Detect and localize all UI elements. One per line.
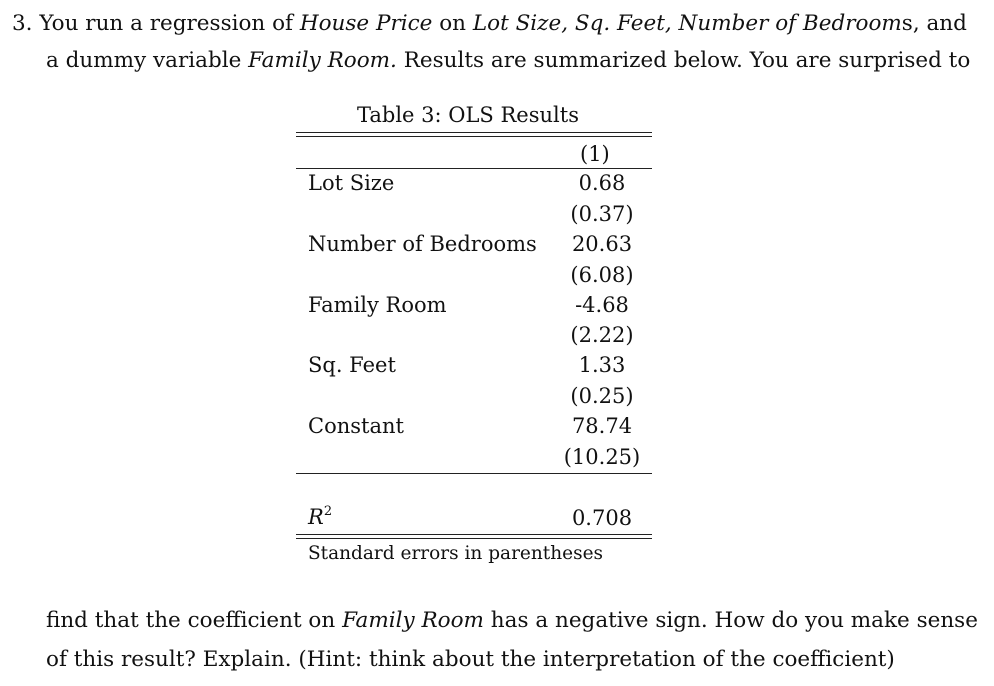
table-note: Standard errors in parentheses — [308, 543, 604, 564]
table-title: Table 3: OLS Results — [357, 103, 579, 127]
header-rule — [296, 168, 652, 169]
coefficients-bottom-rule — [296, 473, 652, 474]
r-squared-letter: R — [308, 505, 324, 529]
se-family-room: (2.22) — [570, 323, 634, 347]
question-text: s, and — [901, 11, 967, 36]
question-text: a dummy variable — [46, 48, 242, 73]
table-bottom-rule-2 — [296, 538, 652, 539]
dummy-variable: Family Room — [342, 608, 484, 633]
table-top-rule — [296, 132, 652, 133]
question-line-3 — [46, 607, 978, 635]
se-constant: (10.25) — [563, 445, 641, 469]
question-text: Results are summarized below. You are surprised to — [403, 48, 971, 73]
question-text: find that the coefficient on — [46, 608, 336, 633]
question-text: on — [439, 11, 467, 36]
row-label-family-room: Family Room — [308, 293, 447, 317]
dummy-variable: Family Room. — [248, 48, 397, 73]
column-header: (1) — [580, 142, 610, 166]
coef-number-of-bedrooms: 20.63 — [571, 232, 633, 256]
row-label-sq-feet: Sq. Feet — [308, 353, 396, 377]
table-bottom-rule — [296, 534, 652, 535]
regressor-list: Lot Size, Sq. Feet, Number of Bedroom — [472, 11, 902, 36]
question-text: has a negative sign. How do you make sense — [490, 608, 978, 633]
coef-family-room: -4.68 — [575, 293, 629, 317]
question-line-1 — [12, 10, 967, 38]
question-line-2 — [46, 47, 970, 75]
se-lot-size: (0.37) — [570, 202, 634, 226]
r-squared-label — [308, 503, 332, 531]
r-squared-superscript: 2 — [323, 504, 333, 519]
question-text: You run a regression of — [39, 11, 294, 36]
coef-constant: 78.74 — [571, 414, 633, 438]
r-squared-value: 0.708 — [571, 506, 633, 530]
table-top-rule-2 — [296, 136, 652, 137]
coef-sq-feet: 1.33 — [578, 353, 626, 377]
coef-lot-size: 0.68 — [578, 171, 626, 195]
row-label-number-of-bedrooms: Number of Bedrooms — [308, 232, 537, 256]
se-sq-feet: (0.25) — [570, 384, 634, 408]
question-number: 3. — [12, 11, 33, 36]
question-line-4: of this result? Explain. (Hint: think about the interpretation of the coefficient) — [46, 647, 895, 672]
se-number-of-bedrooms: (6.08) — [570, 263, 634, 287]
dependent-variable: House Price — [299, 11, 433, 36]
row-label-lot-size: Lot Size — [308, 171, 395, 195]
row-label-constant: Constant — [308, 414, 404, 438]
